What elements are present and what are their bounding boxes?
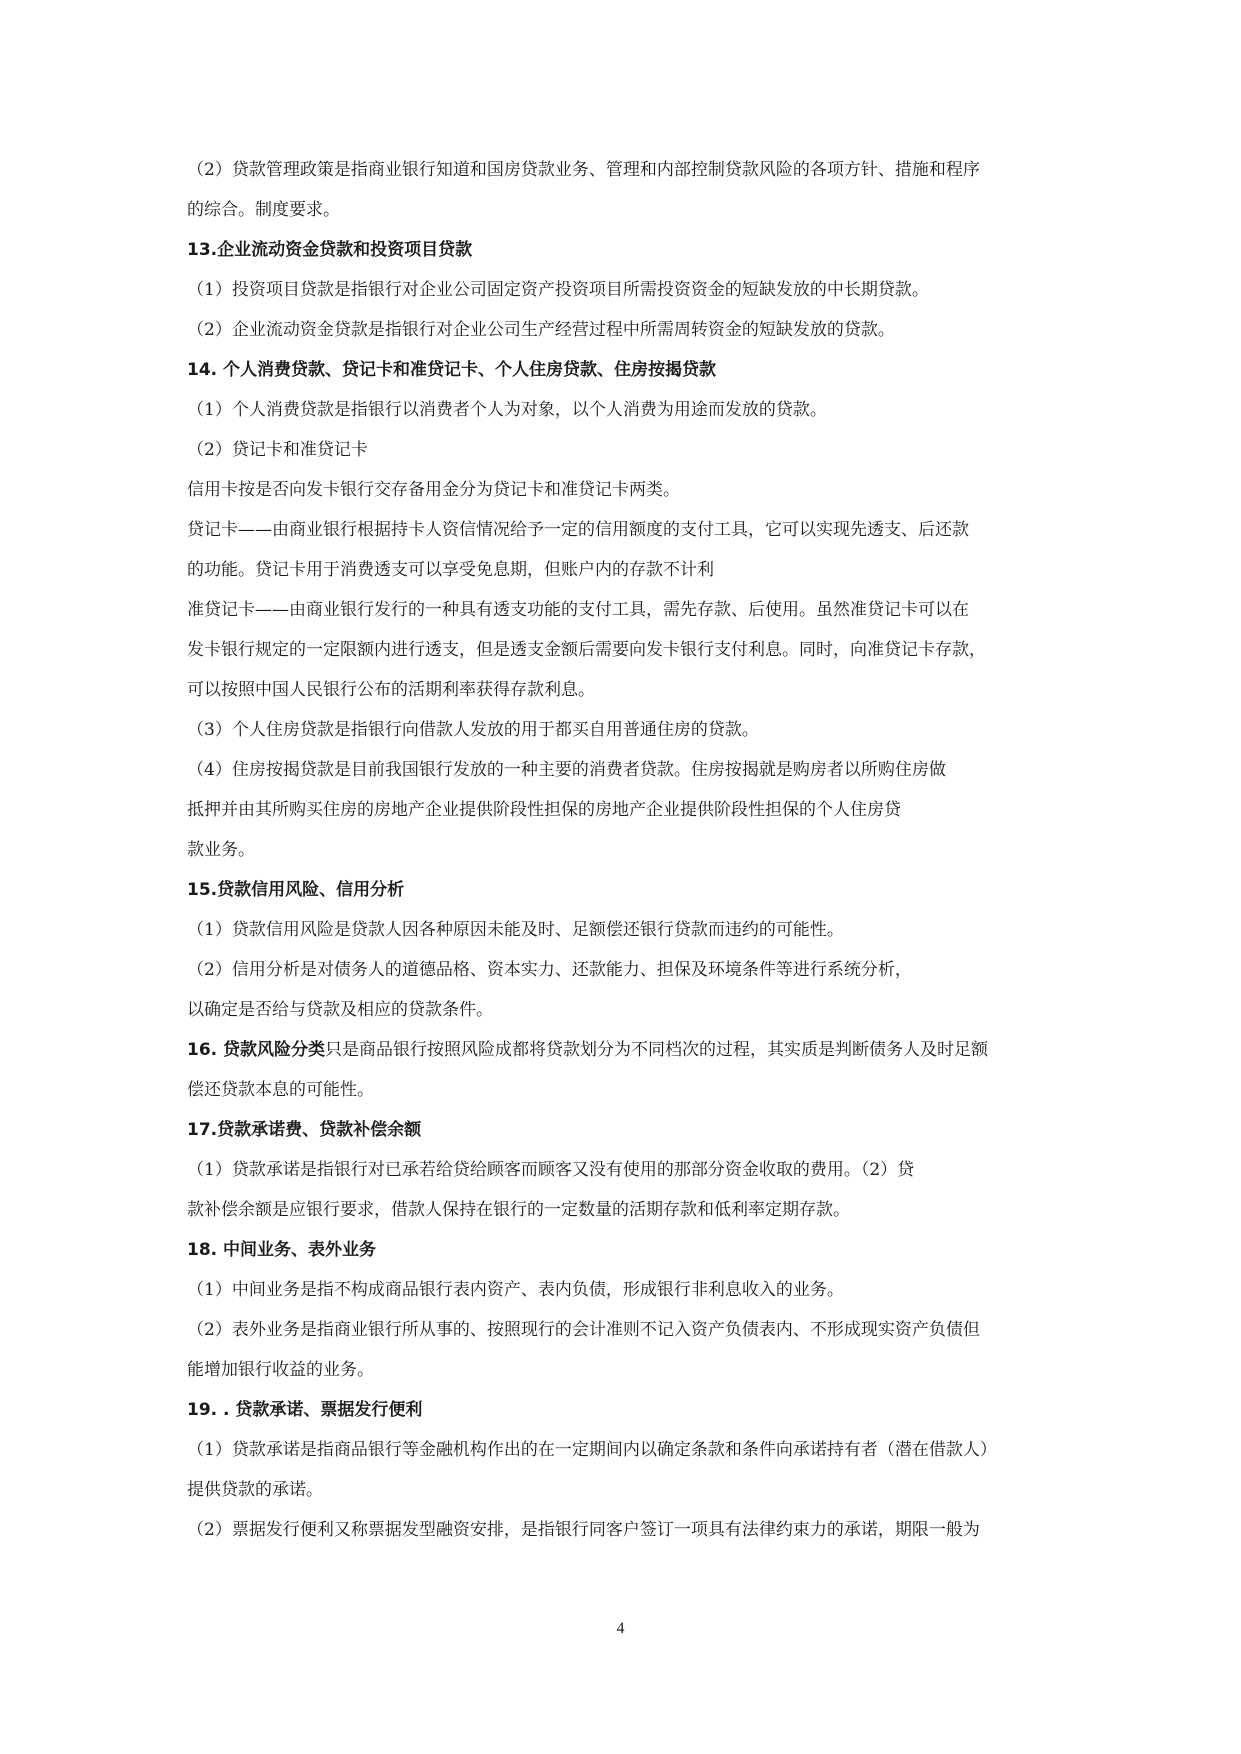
line-text: （2）贷记卡和准贷记卡 [187, 440, 368, 460]
line-text: 以确定是否给与贷款及相应的贷款条件。 [187, 1000, 493, 1020]
line-text: （2）票据发行便利又称票据发型融资安排，是指银行同客户签订一项具有法律约束力的承诺，期限一般为 [187, 1520, 980, 1540]
line-text: 可以按照中国人民银行公布的活期利率获得存款利息。 [187, 680, 595, 700]
page-number: 4 [616, 1620, 625, 1637]
paragraph-line [187, 1350, 1053, 1390]
paragraph-line [187, 1510, 1053, 1550]
line-text: （2）表外业务是指商业银行所从事的、按照现行的会计准则不记入资产负债表内、不形成现实资产负债但 [187, 1320, 980, 1340]
line-text: （1）中间业务是指不构成商品银行表内资产、表内负债，形成银行非利息收入的业务。 [187, 1280, 844, 1300]
paragraph-line [187, 1470, 1053, 1510]
line-text: 贷记卡——由商业银行根据持卡人资信情况给予一定的信用额度的支付工具，它可以实现先透支、后还款 [187, 520, 969, 540]
paragraph-line [187, 1430, 1053, 1470]
paragraph-line [187, 310, 1053, 350]
section-heading [187, 230, 1053, 270]
paragraph-line [187, 750, 1053, 790]
line-text: 发卡银行规定的一定限额内进行透支，但是透支金额后需要向发卡银行支付利息。同时，向准贷记卡存款， [187, 640, 986, 660]
line-text: 19. . 贷款承诺、票据发行便利 [187, 1400, 423, 1420]
paragraph-line [187, 910, 1053, 950]
line-text: 偿还贷款本息的可能性。 [187, 1080, 374, 1100]
line-text: （1）贷款承诺是指银行对已承若给贷给顾客而顾客又没有使用的那部分资金收取的费用。（2）贷 [187, 1160, 915, 1180]
line-text: 款业务。 [187, 840, 255, 860]
section-heading [187, 1390, 1053, 1430]
line-text: （1）贷款承诺是指商品银行等金融机构作出的在一定期间内以确定条款和条件向承诺持有者（潜在借款人） [187, 1440, 997, 1460]
line-text: （1）投资项目贷款是指银行对企业公司固定资产投资项目所需投资资金的短缺发放的中长期贷款。 [187, 280, 929, 300]
line-text: （2）贷款管理政策是指商业银行知道和国房贷款业务、管理和内部控制贷款风险的各项方针、措施和程序 [187, 160, 980, 180]
paragraph-line [187, 1030, 1053, 1070]
paragraph-line [187, 1150, 1053, 1190]
term-label: 16. 贷款风险分类 [187, 1040, 326, 1060]
paragraph-line [187, 630, 1053, 670]
paragraph-line [187, 430, 1053, 470]
line-text: （1）贷款信用风险是贷款人因各种原因未能及时、足额偿还银行贷款而违约的可能性。 [187, 920, 844, 940]
paragraph-line [187, 1070, 1053, 1110]
line-text: （2）信用分析是对债务人的道德品格、资本实力、还款能力、担保及环境条件等进行系统分析， [187, 960, 912, 980]
line-text: 准贷记卡——由商业银行发行的一种具有透支功能的支付工具，需先存款、后使用。虽然准贷记卡可以在 [187, 600, 969, 620]
document-body [187, 150, 1053, 1550]
paragraph-line [187, 510, 1053, 550]
paragraph-line [187, 710, 1053, 750]
line-text: 13.企业流动资金贷款和投资项目贷款 [187, 240, 473, 260]
line-text: （1）个人消费贷款是指银行以消费者个人为对象，以个人消费为用途而发放的贷款。 [187, 400, 827, 420]
paragraph-line [187, 550, 1053, 590]
paragraph-line [187, 990, 1053, 1030]
line-text: 款补偿余额是应银行要求，借款人保持在银行的一定数量的活期存款和低利率定期存款。 [187, 1200, 850, 1220]
line-text: 信用卡按是否向发卡银行交存备用金分为贷记卡和准贷记卡两类。 [187, 480, 680, 500]
paragraph-line [187, 270, 1053, 310]
paragraph-line [187, 1270, 1053, 1310]
line-text: 的功能。贷记卡用于消费透支可以享受免息期，但账户内的存款不计利 [187, 560, 714, 580]
line-text: 14. 个人消费贷款、贷记卡和准贷记卡、个人住房贷款、住房按揭贷款 [187, 360, 717, 380]
paragraph-line [187, 390, 1053, 430]
paragraph-line [187, 150, 1053, 190]
paragraph-line [187, 950, 1053, 990]
paragraph-line [187, 830, 1053, 870]
paragraph-line [187, 470, 1053, 510]
line-text: 只是商品银行按照风险成都将贷款划分为不同档次的过程，其实质是判断债务人及时足额 [325, 1040, 989, 1060]
line-text: 15.贷款信用风险、信用分析 [187, 880, 405, 900]
section-heading [187, 1230, 1053, 1270]
line-text: （4）住房按揭贷款是目前我国银行发放的一种主要的消费者贷款。住房按揭就是购房者以所购住房做 [187, 760, 946, 780]
line-text: 的综合。制度要求。 [187, 200, 340, 220]
line-text: 提供贷款的承诺。 [187, 1480, 323, 1500]
paragraph-line [187, 190, 1053, 230]
section-heading [187, 870, 1053, 910]
line-text: 18. 中间业务、表外业务 [187, 1240, 377, 1260]
line-text: （2）企业流动资金贷款是指银行对企业公司生产经营过程中所需周转资金的短缺发放的贷款。 [187, 320, 895, 340]
paragraph-line [187, 590, 1053, 630]
section-heading [187, 1110, 1053, 1150]
line-text: 能增加银行收益的业务。 [187, 1360, 374, 1380]
paragraph-line [187, 1190, 1053, 1230]
paragraph-line [187, 790, 1053, 830]
line-text: 抵押并由其所购买住房的房地产企业提供阶段性担保的房地产企业提供阶段性担保的个人住房贷 [187, 800, 901, 820]
paragraph-line [187, 670, 1053, 710]
paragraph-line [187, 1310, 1053, 1350]
line-text: （3）个人住房贷款是指银行向借款人发放的用于都买自用普通住房的贷款。 [187, 720, 759, 740]
line-text: 17.贷款承诺费、贷款补偿余额 [187, 1120, 422, 1140]
section-heading [187, 350, 1053, 390]
